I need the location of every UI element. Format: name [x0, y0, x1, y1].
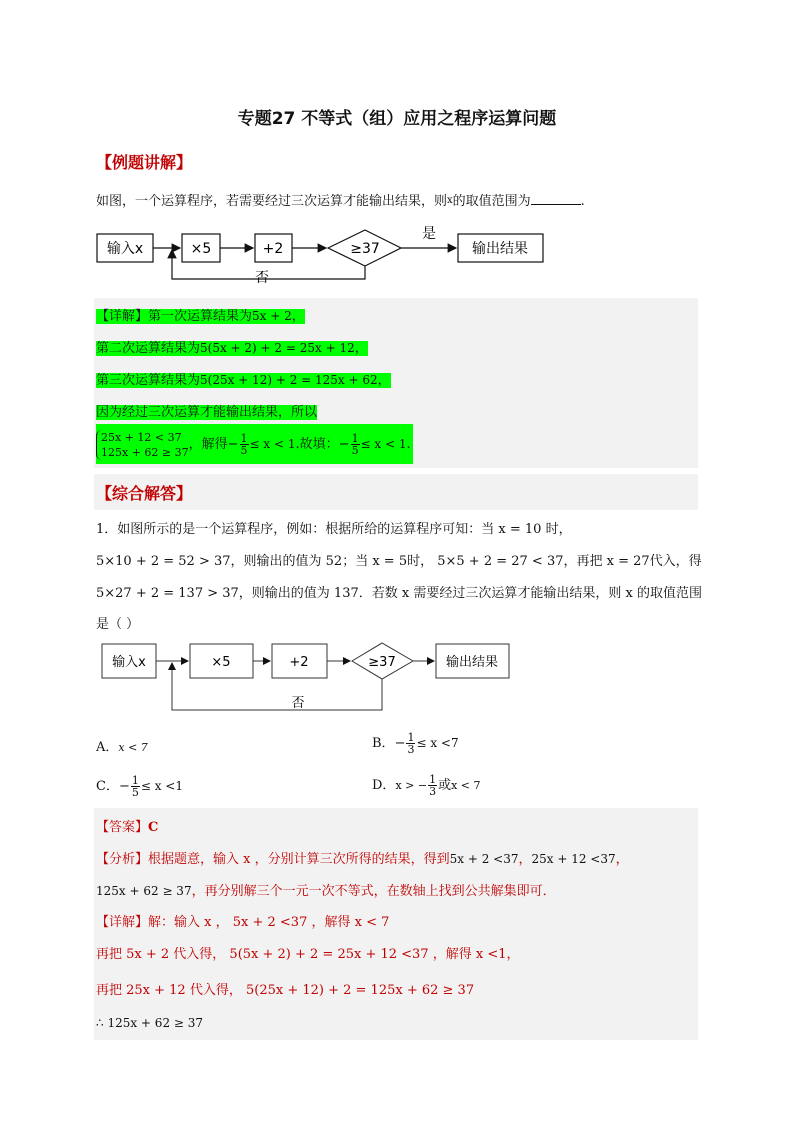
option-c-fraction [131, 775, 140, 798]
detail-line-5 [96, 424, 413, 464]
detail-line-1 [96, 305, 305, 324]
example-question [96, 190, 585, 209]
detail-line-2-text [96, 341, 368, 356]
detail-end-period: . [406, 437, 411, 452]
detail-neg-sign-2: − [338, 437, 350, 452]
section-heading-comprehensive: 【综合解答】 [96, 484, 193, 503]
option-d-label: D． [372, 778, 396, 793]
detail-line-2-label: 第二次运算结果为 [96, 341, 201, 356]
flow1-multiply-label: ×5 [190, 241, 212, 257]
option-a-text: x < 7 [118, 741, 148, 754]
flow1-input-label: 输入x [106, 241, 144, 257]
analysis-expr-3: 125x + 62 ≥ 37 [96, 884, 192, 898]
system-row-2: 125x + 62 ≥ 37 [101, 445, 189, 459]
q1-line-2: 5×10 + 2 = 52 > 37，则输出的值为 52；当 x = 5时， 5×5 + 2 = 27 < 37，再把 x = 27代入，得 [96, 554, 702, 569]
option-b-denominator: 3 [407, 743, 415, 756]
detail-neg-sign-1: − [227, 437, 239, 452]
q1-line-1: 1．如图所示的是一个运算程序，例如：根据所给的运算程序可知：当 x = 10 时， [96, 522, 572, 537]
option-c[interactable] [96, 771, 183, 801]
option-d-tail: x < 7 [451, 779, 481, 792]
detail-line-2-expr: 5(5x + 2) + 2 = 25x + 12 [200, 341, 355, 355]
q1-line-4: 是（ ） [96, 617, 140, 632]
option-c-tail: ≤ x <1 [140, 779, 183, 793]
detail-line-3-label: 第三次运算结果为 [96, 373, 201, 388]
option-c-denominator: 5 [131, 786, 139, 799]
flow2-condition-label: ≥37 [368, 655, 396, 670]
option-d-pre: x > − [395, 779, 428, 792]
detail-line-3-text [96, 373, 391, 388]
detail-line-1-expr: 5x + 2 [252, 309, 292, 323]
solution-label: 【详解】 [96, 915, 149, 930]
option-d-denominator: 3 [429, 785, 437, 798]
answer-blank [531, 192, 581, 205]
option-d-or: 或 [438, 778, 452, 793]
detail-range-2: ≤ x < 1 [360, 437, 407, 451]
flowchart-question-1 [96, 640, 516, 714]
option-b[interactable] [372, 728, 459, 758]
inequality-system [96, 430, 189, 460]
option-a-label: A． [96, 740, 119, 755]
solution-line-1 [96, 911, 389, 930]
flow2-add-label: +2 [289, 655, 309, 670]
flow1-yes-label: 是 [422, 226, 436, 242]
solution-text-1: 解：输入 x ， 5x + 2 <37 ，解得 x < 7 [148, 915, 390, 930]
detail-line-3-end: ， [377, 373, 391, 388]
option-d-numerator: 1 [429, 773, 437, 786]
analysis-line-2 [96, 880, 556, 899]
detail-fraction-1 [240, 433, 249, 456]
flow2-input-label: 输入x [112, 655, 146, 670]
flow1-add-label: +2 [262, 241, 284, 257]
analysis-text-1: 根据题意，输入 x ，分别计算三次所得的结果，得到 [148, 852, 450, 867]
detail-line-1-end: ， [291, 309, 305, 324]
answer-label: 【答案】 [96, 820, 149, 835]
analysis-label: 【分析】 [96, 852, 149, 867]
detail-line-3-expr: 5(25x + 12) + 2 = 125x + 62 [200, 373, 378, 387]
question-text-pre: 如图，一个运算程序，若需要经过三次运算才能输出结果，则 [96, 194, 448, 209]
analysis-line-1 [96, 848, 629, 867]
flow1-output-label: 输出结果 [472, 241, 528, 257]
flowchart-example [94, 222, 554, 288]
detail-line-2 [96, 337, 368, 356]
option-d-fraction [428, 774, 437, 797]
solution-line-3: 再把 25x + 12 代入得， 5(25x + 12) + 2 = 125x + 62 ≥ 37 [96, 983, 475, 998]
flow1-condition-label: ≥37 [350, 241, 380, 257]
option-c-numerator: 1 [131, 774, 139, 787]
flow2-multiply-label: ×5 [211, 655, 231, 670]
page-title: 专题27 不等式（组）应用之程序运算问题 [237, 109, 557, 129]
question-text-end: . [580, 194, 585, 209]
option-c-neg: − [118, 779, 130, 794]
option-a[interactable] [96, 736, 148, 755]
option-b-tail: ≤ x <7 [416, 736, 459, 750]
option-b-numerator: 1 [407, 731, 415, 744]
question-text-post: 的取值范围为 [452, 194, 531, 209]
analysis-end-1: ， [615, 852, 629, 867]
detail-line-1-label: 【详解】第一次运算结果为 [96, 309, 253, 324]
detail-line-2-end: ， [354, 341, 368, 356]
analysis-text-2: ，再分别解三个一元一次不等式，在数轴上找到公共解集即可． [191, 884, 556, 899]
detail-fill-text: .故填： [295, 437, 339, 452]
system-row-1: 25x + 12 < 37 [101, 430, 182, 444]
option-c-label: C． [96, 779, 119, 794]
fraction-2-numerator: 1 [351, 432, 359, 445]
detail-line-3 [96, 369, 391, 388]
analysis-expr-1: 5x + 2 <37 [449, 852, 519, 866]
answer-line [96, 816, 158, 835]
solution-line-2: 再把 5x + 2 代入得， 5(5x + 2) + 2 = 25x + 12 <37 ，解得 x <1， [96, 947, 520, 962]
detail-line-4-text: 因为经过三次运算才能输出结果，所以 [96, 405, 318, 420]
fraction-1-denominator: 5 [240, 444, 248, 457]
option-b-label: B． [372, 736, 395, 751]
detail-line-1-text [96, 309, 305, 324]
analysis-expr-2: 25x + 12 <37 [531, 852, 616, 866]
option-b-fraction [406, 732, 415, 755]
analysis-sep: ， [518, 852, 532, 867]
q1-line-3: 5×27 + 2 = 137 > 37，则输出的值为 137．若数 x 需要经过三次运算才能输出结果，则 x 的取值范围 [96, 586, 702, 601]
option-d[interactable] [372, 771, 481, 801]
solution-line-4: ∴ 125x + 62 ≥ 37 [96, 1016, 204, 1030]
option-b-neg: − [394, 736, 406, 751]
question-var: x [447, 195, 453, 206]
fraction-2-denominator: 5 [351, 444, 359, 457]
detail-line-4 [96, 401, 317, 420]
flow2-no-label: 否 [291, 696, 305, 711]
detail-range-1: ≤ x < 1 [249, 437, 296, 451]
detail-solve-text: ，解得 [188, 437, 228, 452]
flow1-no-label: 否 [255, 270, 269, 286]
detail-fraction-2 [351, 433, 360, 456]
section-heading-example: 【例题讲解】 [96, 153, 193, 172]
flow2-output-label: 输出结果 [445, 655, 499, 670]
answer-value: C [148, 820, 159, 835]
fraction-1-numerator: 1 [240, 432, 248, 445]
